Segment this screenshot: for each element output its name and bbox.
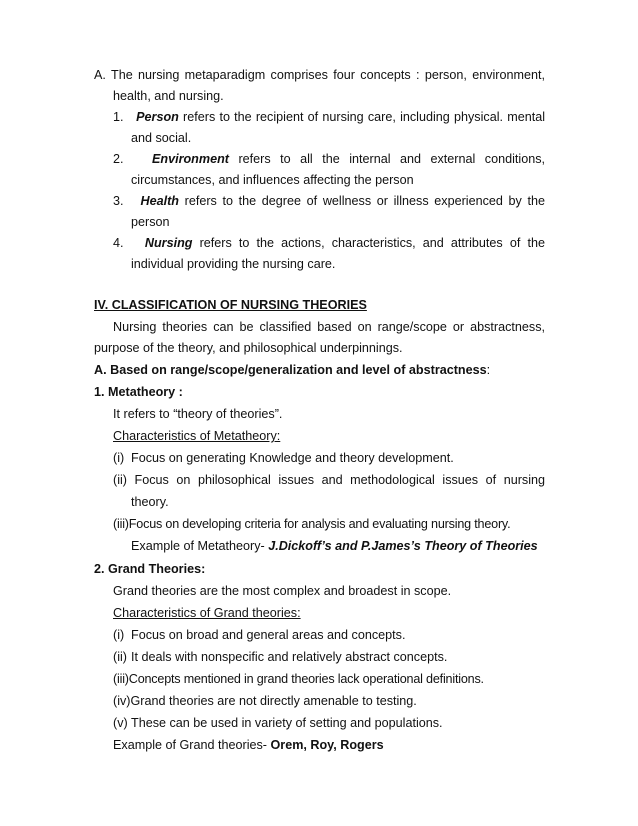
item-text: Focus on developing criteria for analysis and evaluating nursing theory. [128, 517, 511, 531]
concept-number: 3. [113, 194, 124, 208]
concept-number: 1. [113, 110, 124, 124]
concept-number: 2. [113, 152, 124, 166]
item-number: (iii) [113, 672, 129, 686]
classification-intro-1 [113, 319, 545, 335]
item-number: (ii) [113, 473, 127, 487]
concept-nursing-cont [131, 256, 545, 272]
metaparadigm-text-1: A. The nursing metaparadigm comprises four concepts : person, environment, [94, 68, 545, 82]
item-text: Focus on broad and general areas and concepts. [131, 628, 406, 642]
grand-example [113, 737, 545, 753]
concept-health-cont [131, 214, 545, 230]
grand-item-5 [113, 715, 545, 731]
metaparadigm-text-2: health, and nursing. [113, 89, 224, 103]
concept-definition: refers to the degree of wellness or illness experienced by the [178, 194, 545, 208]
metatheory-heading [94, 384, 545, 400]
concept-definition-cont: and social. [131, 131, 192, 145]
example-value: Orem, Roy, Rogers [270, 738, 384, 752]
grand-item-1 [113, 627, 545, 643]
grand-definition [113, 583, 545, 599]
item-text: These can be used in variety of setting and populations. [131, 716, 443, 730]
metatheory-definition [113, 406, 545, 422]
grand-heading [94, 561, 545, 577]
grand-char-heading [113, 605, 545, 621]
classification-intro-2 [94, 340, 545, 356]
concept-nursing [113, 235, 545, 251]
item-number: (iii) [113, 517, 129, 531]
item-number: (iv) [113, 694, 131, 708]
metaparadigm-line-1 [94, 67, 545, 83]
metatheory-title: 1. Metatheory : [94, 385, 183, 399]
section-heading [94, 297, 545, 313]
concept-term: Person [136, 110, 179, 124]
item-text: Focus on philosophical issues and methodological issues of nursing [134, 473, 545, 487]
grand-title: 2. Grand Theories: [94, 562, 206, 576]
concept-term: Health [140, 194, 179, 208]
metatheory-example [131, 538, 582, 554]
concept-term: Nursing [144, 236, 193, 250]
concept-environment [113, 151, 545, 167]
example-label: Example of Grand theories- [113, 738, 271, 752]
item-number: (v) [113, 716, 128, 730]
metatheory-item-3 [113, 516, 545, 532]
item-number: (i) [113, 451, 125, 465]
concept-definition: refers to all the internal and external conditions, [228, 152, 545, 166]
metatheory-char-title: Characteristics of Metatheory: [113, 429, 281, 443]
metatheory-def-text: It refers to “theory of theories”. [113, 407, 283, 421]
example-label: Example of Metatheory- [131, 539, 269, 553]
metatheory-item-2 [113, 472, 545, 488]
concept-definition-cont: circumstances, and influences affecting the person [131, 173, 414, 187]
subsection-a-colon: : [486, 363, 491, 377]
metaparadigm-line-2 [113, 88, 545, 104]
metatheory-char-heading [113, 428, 545, 444]
intro-text-1: Nursing theories can be classified based on range/scope or abstractness, [113, 320, 545, 334]
intro-text-2: purpose of the theory, and philosophical underpinnings. [94, 341, 403, 355]
concept-definition-cont: individual providing the nursing care. [131, 257, 336, 271]
metatheory-item-2-cont [131, 494, 545, 510]
concept-definition: refers to the recipient of nursing care, including physical. mental [178, 110, 546, 124]
concept-environment-cont [131, 172, 545, 188]
item-text: It deals with nonspecific and relatively abstract concepts. [131, 650, 448, 664]
concept-number: 4. [113, 236, 124, 250]
concept-person [113, 109, 545, 125]
item-number: (ii) [113, 650, 127, 664]
grand-item-4 [113, 693, 545, 709]
section-title: IV. CLASSIFICATION OF NURSING THEORIES [94, 298, 367, 312]
metatheory-item-1 [113, 450, 545, 466]
concept-definition: refers to the actions, characteristics, and attributes of the [192, 236, 545, 250]
concept-term: Environment [151, 152, 229, 166]
item-text: Concepts mentioned in grand theories lack operational definitions. [128, 672, 484, 686]
item-text-cont: theory. [131, 495, 169, 509]
subsection-a [94, 362, 545, 378]
item-text: Focus on generating Knowledge and theory development. [131, 451, 454, 465]
example-value: J.Dickoff’s and P.James’s Theory of Theories [268, 539, 538, 553]
concept-person-cont [131, 130, 545, 146]
grand-item-2 [113, 649, 545, 665]
subsection-a-title: A. Based on range/scope/generalization and level of abstractness [94, 363, 487, 377]
grand-char-title: Characteristics of Grand theories: [113, 606, 301, 620]
item-text: Grand theories are not directly amenable to testing. [130, 694, 417, 708]
concept-health [113, 193, 545, 209]
item-number: (i) [113, 628, 125, 642]
grand-item-3 [113, 671, 545, 687]
concept-definition-cont: person [131, 215, 170, 229]
grand-def-text: Grand theories are the most complex and broadest in scope. [113, 584, 452, 598]
